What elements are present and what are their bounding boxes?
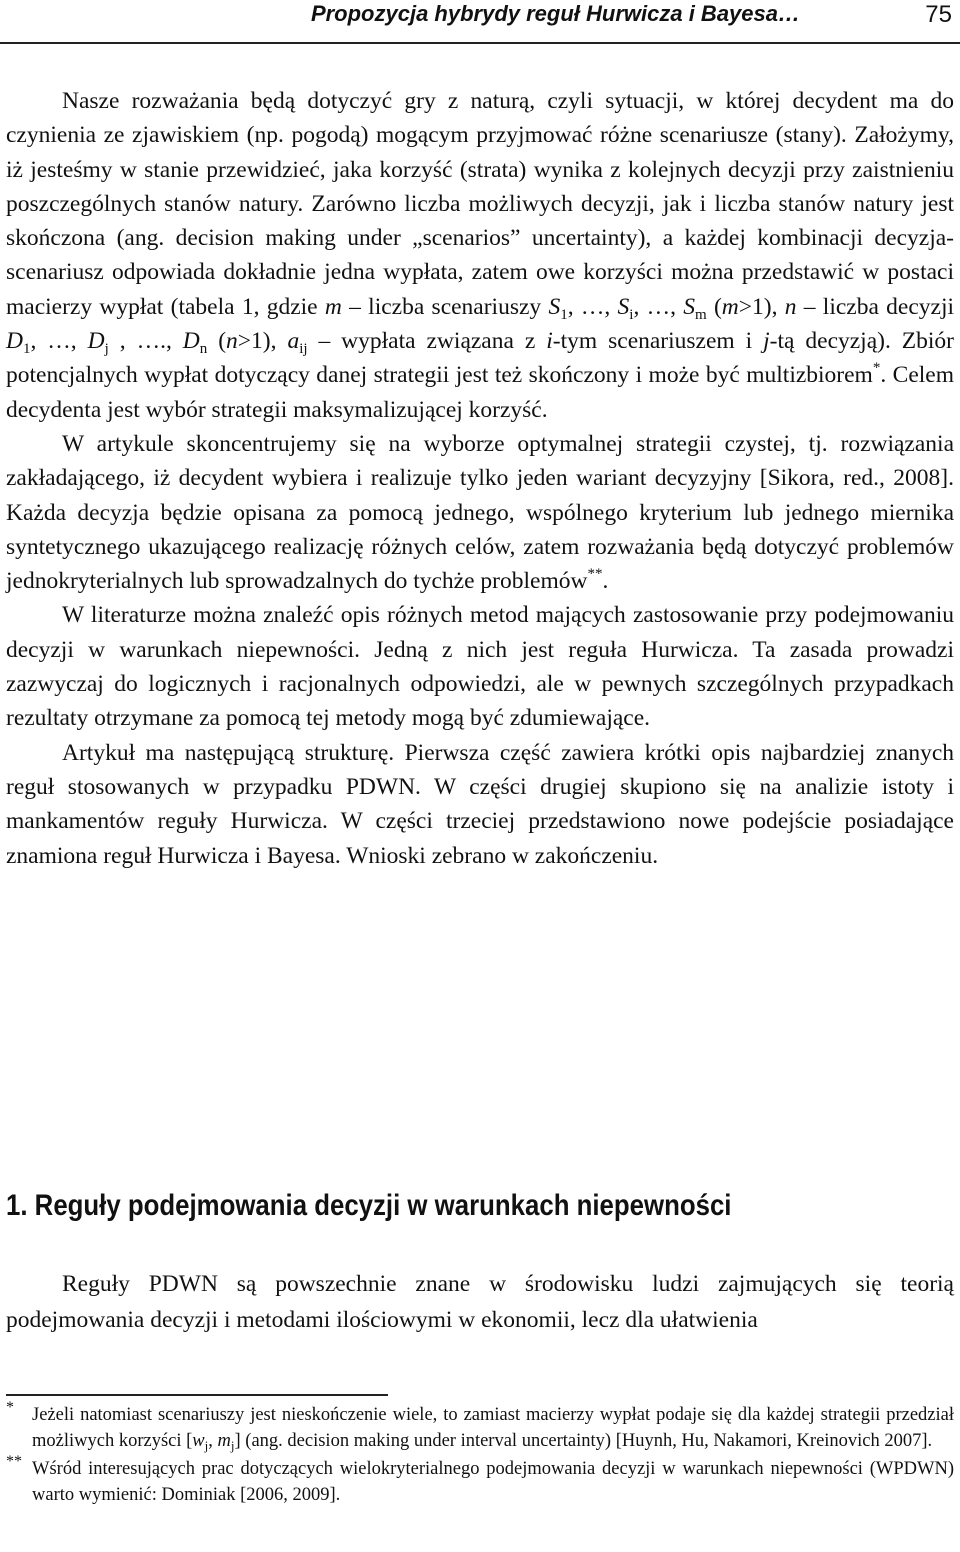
math-var: S — [617, 293, 630, 320]
text-run: -tą decyzją). Zbiór potencjalnych wypłat dotyczący danej strategii jest też skończony i może być multizbiorem — [6, 328, 954, 389]
paragraph-2 — [6, 427, 954, 598]
math-var: m — [721, 293, 739, 320]
text-run: >1), — [237, 328, 288, 355]
text-run: – liczba scenariuszy — [341, 293, 549, 320]
subscript: n — [199, 341, 208, 358]
text-run: , …., — [108, 328, 183, 355]
footnote-2 — [6, 1453, 954, 1508]
math-var: S — [683, 293, 695, 320]
paragraph-1 — [6, 84, 954, 427]
math-var: m — [324, 293, 342, 320]
subscript: j — [104, 341, 109, 358]
section-paragraph-1: Reguły PDWN są powszechnie znane w środowisku ludzi zajmujących się teorią podejmowania decyzji i metodami ilościowymi w ekonomii, lecz dla ułatwienia — [6, 1271, 954, 1333]
math-var: i — [546, 328, 553, 355]
text-run: -tym scenariuszem i — [552, 328, 764, 355]
footnote-mark: * — [6, 1399, 14, 1416]
math-var: n — [226, 328, 238, 355]
math-var: j — [763, 328, 770, 355]
text-run: , — [208, 1431, 218, 1451]
page-number: 75 — [925, 1, 952, 28]
text-run: , …, — [633, 293, 684, 320]
paragraph-3: W literaturze można znaleźć opis różnych metod mających zastosowanie przy podejmowaniu decyzji w warunkach niepewności. Jedną z nich jest reguła Hurwicza. Ta zasada prowadzi zazwyczaj do logicznych i racjonalnych odpowiedzi, ale w pewnych szczególnych przypadkach rezultaty otrzymane za pomocą tej metody mogą być zdumiewające. — [6, 602, 954, 732]
math-var: n — [784, 293, 797, 320]
math-var: D — [182, 328, 200, 355]
text-run: W artykule skoncentrujemy się na wyborze optymalnej strategii czystej, tj. rozwiązania zakładającego, iż decydent wybiera i realizuje tylko jeden wariant decyzyjny [Sikora, red., 2008]. Każda decyzja będzie opisana za pomocą jednego, wspólnego kryterium lub jednego miernika syntetycznego ukazującego realizację różnych celów, zatem rozważania będą dotyczyć problemów jednokryterialnych lub sprowadzalnych do tychże problemów — [6, 430, 954, 595]
text-run: ] (ang. decision making under interval uncertainty) [Huynh, Hu, Nakamori, Kreinovich 2007]. — [234, 1431, 933, 1451]
text-run: Jeżeli natomiast scenariuszy jest nieskończenie wiele, to zamiast macierzy wypłat podaje się dla każdej strategii przedział możliwych korzyści [ — [32, 1405, 954, 1451]
text-run: – wypłata związana z — [307, 328, 547, 355]
math-var: w — [192, 1431, 205, 1451]
math-var: D — [6, 328, 23, 355]
math-var: S — [548, 293, 561, 320]
text-run: >1), — [738, 293, 785, 320]
text-run: Wśród interesujących prac dotyczących wielokryterialnego podejmowania decyzji w warunkach niepewności (WPDWN) warto wymienić: Dominiak [2006, 2009]. — [32, 1459, 954, 1505]
body-text — [6, 84, 954, 873]
footnote-rule — [6, 1394, 388, 1396]
subscript: i — [629, 306, 634, 323]
text-run: . — [602, 568, 609, 595]
footnote-ref[interactable]: * — [872, 360, 881, 377]
running-header — [0, 0, 960, 44]
math-var: D — [87, 328, 105, 355]
running-title: Propozycja hybrydy reguł Hurwicza i Bayesa… — [310, 1, 800, 26]
text-run: , …, — [30, 328, 88, 355]
subscript: 1 — [22, 341, 31, 358]
text-run: – liczba decyzji — [796, 293, 955, 320]
header-rule — [0, 42, 960, 44]
subscript: m — [695, 306, 707, 323]
subscript: 1 — [560, 306, 568, 323]
math-var: m — [217, 1431, 231, 1451]
paragraph-4: Artykuł ma następującą strukturę. Pierwsza część zawiera krótki opis najbardziej znanych reguł stosowanych w przypadku PDWN. W części drugiej skupiono się na analizie istoty i mankamentów reguły Hurwicza. W części trzeciej przedstawiono nowe podejście posiadające znamiona reguł Hurwicza i Bayesa. Wnioski zebrano w zakończeniu. — [6, 739, 954, 869]
text-run: , …, — [567, 293, 618, 320]
text-run: . Celem decydenta jest wybór strategii maksymalizującej korzyść. — [6, 362, 954, 423]
text-run: ( — [207, 328, 227, 355]
section-heading: 1. Reguły podejmowania decyzji w warunkach niepewności — [6, 1189, 732, 1222]
footnotes — [6, 1399, 954, 1510]
text-run: Nasze rozważania będą dotyczyć gry z naturą, czyli sytuacji, w której decydent ma do czynienia ze zjawiskiem (np. pogodą) mogącym przyjmować różne scenariusze (stany). Założymy, iż jesteśmy w stanie przewidzieć, jaka korzyść (strata) wynika z kolejnych decyzji przy zaistnieniu poszczególnych stanów natury. Zarówno liczba możliwych decyzji, jak i liczba stanów natury jest skończona (ang. decision making under „scenarios” uncertainty), a każdej kombinacji decyzja-scenariusz odpowiada dokładnie jedna wypłata, zatem owe korzyści można przedstawić w postaci macierzy wypłat (tabela 1, gdzie — [6, 88, 954, 320]
math-var: a — [287, 328, 300, 355]
footnote-ref[interactable]: ** — [587, 566, 603, 583]
footnote-mark: ** — [6, 1453, 22, 1470]
section-text — [6, 1266, 954, 1338]
subscript: j — [204, 1438, 209, 1453]
subscript: ij — [299, 341, 308, 358]
footnote-1 — [6, 1399, 954, 1454]
text-run: ( — [706, 293, 722, 320]
subscript: j — [230, 1438, 235, 1453]
